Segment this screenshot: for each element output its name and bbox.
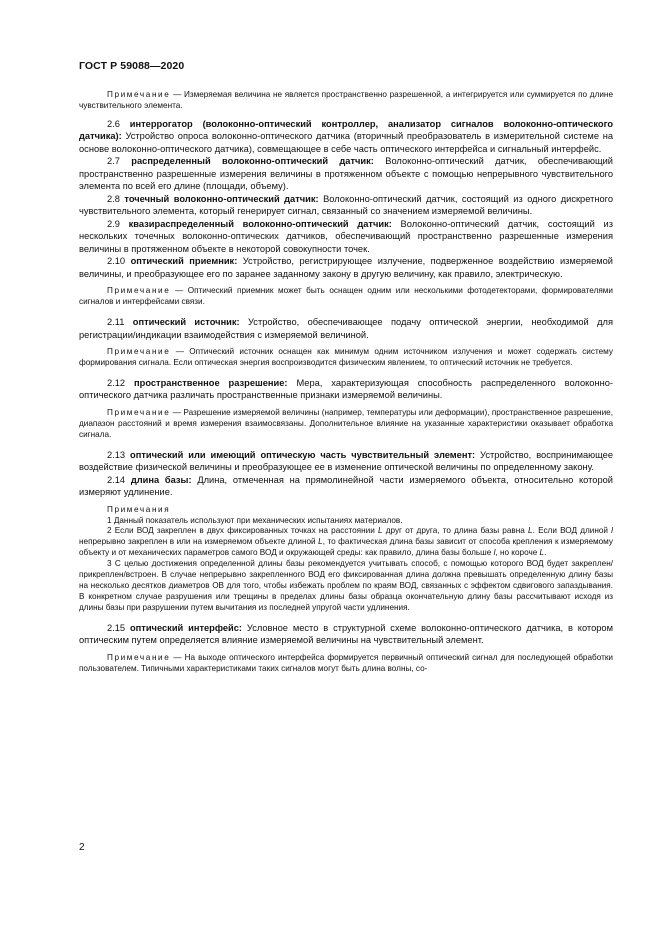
note-label: Примечание bbox=[107, 652, 171, 662]
term-title: оптический приемник: bbox=[130, 256, 238, 267]
term-definition: Волоконно-оптический датчик, состоящий из нескольких точечных волоконно-оптических датчиков, обеспечивающий пространственно разрешенные измерения величины в протяженном объекте в некоторой совокупности точек. bbox=[79, 218, 613, 254]
note-2-12: Примечание — Разрешение измеряемой величины (например, температуры или деформации), пространственное разрешение, диапазон расстояний и время измерения взаимосвязаны. Дополнительное влияние на указанные характеристики оказывает обработка сигнала. bbox=[79, 407, 613, 439]
term-2-12: 2.12 пространственное разрешение: Мера, характеризующая способность распределенного волоконно-оптического датчика различать пространственные признаки измеряемой величины. bbox=[79, 377, 614, 401]
term-2-14: 2.14 длина базы: Длина, отмеченная на прямолинейной части измеряемого объекта, относительно которой измеряют удлинение. bbox=[79, 474, 613, 498]
note-2-14-3: 3 С целью достижения определенной длины базы рекомендуется учитывать способ, с помощью которого ВОД будет закреплен/прикреплен/встроен. В случае непрерывно закрепленного ВОД его фиксированная длина должна превышать определенную длину базы на несколько десятков диаметров ОВ для того, чтобы избежать проблем по краям ВОД, связанных с эффектом сдвигового запаздывания. В конкретном случае разрушения или трещины в пределах длины базы образца окончательную длину базы рассчитывают исходя из длины базы при разрушении путем вычитания из последней упругой части удлинения. bbox=[79, 559, 613, 612]
term-definition: Длина, отмеченная на прямолинейной части измеряемого объекта, относительно которой измеряют удлинение. bbox=[79, 474, 613, 498]
term-2-13: 2.13 оптический или имеющий оптическую часть чувствительный элемент: Устройство, воспринимающее воздействие физической величины и преобразующее ее в изменение оптической величины по определенному закону. bbox=[79, 449, 613, 473]
note-label: Примечание bbox=[107, 407, 171, 417]
note-label: Примечание bbox=[107, 286, 171, 296]
term-2-8: 2.8 точечный волоконно-оптический датчик: Волоконно-оптический датчик, состоящий из одного дискретного чувствительного элемента, который генерирует сигнал, связанный со значением измеряемой величины. bbox=[79, 193, 613, 217]
note-label: Примечание bbox=[107, 347, 171, 357]
notes-label: Примечания bbox=[107, 504, 171, 514]
term-definition: Мера, характеризующая способность распределенного волоконно-оптического датчика различать пространственные признаки измеряемой величины. bbox=[79, 377, 614, 401]
term-2-15: 2.15 оптический интерфейс: Условное место в структурной схеме волоконно-оптического датчика, в котором оптическим путем определяется влияние измеряемой величины на чувствительный элемент. bbox=[79, 622, 613, 646]
term-title: распределенный волоконно-оптический датчик: bbox=[131, 156, 374, 167]
term-definition: Волоконно-оптический датчик, обеспечивающий пространственно разрешенные измерения величины в протяженном объекте с помощью непрерывного чувствительного элемента по всей его длине (площади, объему). bbox=[79, 156, 613, 192]
standard-header: ГОСТ Р 59088—2020 bbox=[79, 60, 185, 72]
note-2-10: Примечание — Оптический приемник может быть оснащен одним или несколькими фотодетекторами, формирователями сигналов и интерфейсами связи. bbox=[79, 286, 613, 307]
term-definition: Условное место в структурной схеме волоконно-оптического датчика, в котором оптическим путем определяется влияние измеряемой величины на чувствительный элемент. bbox=[79, 622, 613, 646]
term-2-10: 2.10 оптический приемник: Устройство, регистрирующее излучение, подверженное воздействию измеряемой величины, и преобразующее его по заранее заданному закону в другую величину, как правило, электрическую. bbox=[79, 256, 614, 279]
note-2-14-2: 2 Если ВОД закреплен в двух фиксированных точках на расстоянии L друг от друга, то длина базы равна L. Если ВОД длиной l непрерывно закреплен в или на измеряемом объекте длиной L, то фактическая длина базы зависит от способа крепления к измеряемому объекту и от механических параметров самого ВОД и окружающей среды: как правило, длина базы больше l, но короче L. bbox=[79, 526, 614, 558]
term-title: интеррогатор (волоконно-оптический контроллер, анализатор сигналов волоконно-оптического датчика): bbox=[79, 118, 614, 142]
term-definition: Устройство опроса волоконно-оптического датчика (вторичный преобразователь в измерительной системе на основе волоконно-оптического датчика), совмещающее в себе часть оптического интерфейса и сигнальный интерфейс. bbox=[79, 131, 613, 154]
term-title: длина базы: bbox=[130, 474, 192, 485]
page-number: 2 bbox=[79, 842, 85, 853]
term-title: оптический интерфейс: bbox=[129, 622, 243, 633]
term-2-9: 2.9 квазираспределенный волоконно-оптический датчик: Волоконно-оптический датчик, состоящий из нескольких точечных волоконно-оптических датчиков, обеспечивающий пространственно разрешенные измерения величины в протяженном объекте в некоторой совокупности точек. bbox=[79, 218, 613, 254]
term-definition: Волоконно-оптический датчик, состоящий из одного дискретного чувствительного элемента, который генерирует сигнал, связанный со значением измеряемой величины. bbox=[79, 193, 613, 217]
note-2-14-1: 1 Данный показатель используют при механических испытаниях материалов. bbox=[107, 515, 403, 525]
document-body bbox=[79, 90, 613, 675]
term-definition: Устройство, воспринимающее воздействие физической величины и преобразующее ее в изменение оптической величины по определенному закону. bbox=[79, 449, 613, 473]
term-2-7: 2.7 распределенный волоконно-оптический датчик: Волоконно-оптический датчик, обеспечивающий пространственно разрешенные измерения величины в протяженном объекте с помощью непрерывного чувствительного элемента по всей его длине (площади, объему). bbox=[79, 156, 613, 192]
note-2-15: Примечание — На выходе оптического интерфейса формируется первичный оптический сигнал для последующей обработки пользователем. Типичными характеристиками таких сигналов могут быть длина волны, со- bbox=[79, 652, 613, 673]
term-title: пространственное разрешение: bbox=[134, 377, 288, 388]
note-2-11: Примечание — Оптический источник оснащен как минимум одним источником излучения и может содержать систему формирования сигнала. Если оптическая энергия воспроизводится физическим явлением, то оптический источник не требуется. bbox=[79, 347, 613, 368]
term-2-11: 2.11 оптический источник: Устройство, обеспечивающее подачу оптической энергии, необходимой для регистрации/индикации взаимодействия с измеряемой величиной. bbox=[79, 317, 613, 340]
notes-heading bbox=[79, 505, 613, 516]
term-2-6: 2.6 интеррогатор (волоконно-оптический контроллер, анализатор сигналов волоконно-оптического датчика): Устройство опроса волоконно-оптического датчика (вторичный преобразователь в измерительной системе на основе волоконно-оптического датчика), совмещающее в себе часть оптического интерфейса и сигнальный интерфейс. bbox=[79, 118, 614, 154]
term-title: квазираспределенный волоконно-оптический датчик: bbox=[128, 218, 392, 229]
term-definition: Устройство, регистрирующее излучение, подверженное воздействию измеряемой величины, и преобразующее его по заранее заданному закону в другую величину, как правило, электрическую. bbox=[79, 256, 614, 279]
term-title: оптический или имеющий оптическую часть чувствительный элемент: bbox=[130, 449, 476, 460]
term-definition: Устройство, обеспечивающее подачу оптической энергии, необходимой для регистрации/индикации взаимодействия с измеряемой величиной. bbox=[79, 317, 613, 340]
note-label: Примечание bbox=[107, 90, 171, 99]
note-intro: Примечание — Измеряемая величина не является пространственно разрешенной, а интегрируется или суммируется по длине чувствительного элемента. bbox=[79, 90, 613, 110]
term-title: оптический источник: bbox=[132, 317, 240, 328]
term-title: точечный волоконно-оптический датчик: bbox=[124, 193, 319, 204]
